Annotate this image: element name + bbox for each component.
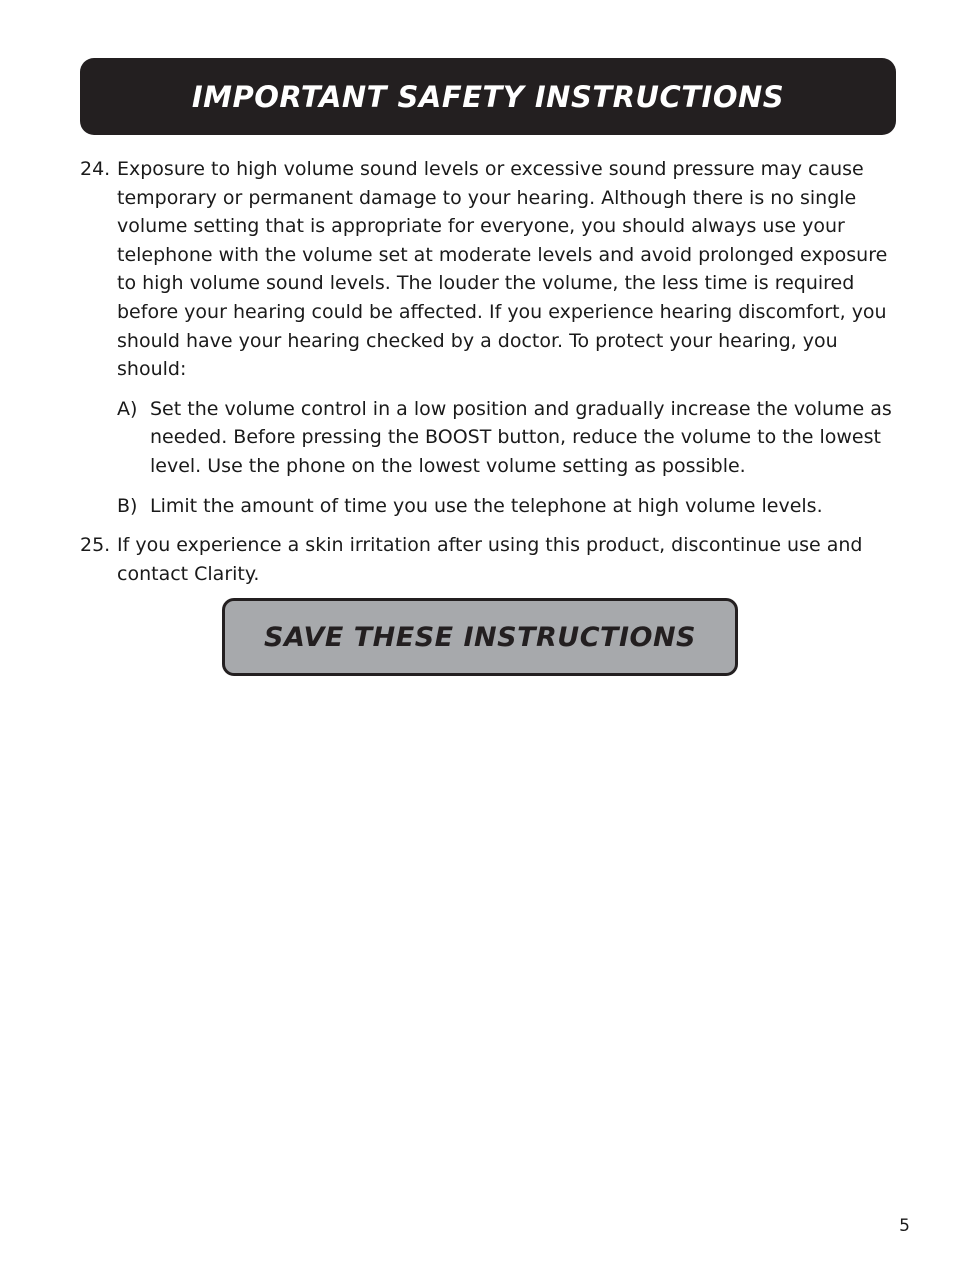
item-body <box>117 531 910 588</box>
page-number: 5 <box>899 1216 910 1236</box>
item-number: 25. <box>80 534 111 557</box>
item-text: If you experience a skin irritation after using this product, discontinue use and contact Clarity. <box>117 534 863 585</box>
sub-list <box>117 395 910 520</box>
header-banner <box>80 58 896 135</box>
sub-item-letter: B) <box>117 494 138 517</box>
sub-item-letter: A) <box>117 397 138 420</box>
instructions-list <box>80 155 910 599</box>
sub-item-text: Limit the amount of time you use the telephone at high volume levels. <box>150 494 823 517</box>
save-instructions-banner <box>222 598 738 676</box>
sub-item-text: Set the volume control in a low position and gradually increase the volume as needed. Before pressing the BOOST button, reduce the volume to the lowest level. Use the phone on the lowest volume setting as possible. <box>150 397 892 477</box>
sub-item-b <box>117 492 910 521</box>
item-number: 24. <box>80 158 111 180</box>
list-item-24 <box>80 155 910 520</box>
list-item-25 <box>80 531 910 588</box>
item-body <box>117 155 910 520</box>
save-instructions-title: SAVE THESE INSTRUCTIONS <box>264 621 696 653</box>
item-text: Exposure to high volume sound levels or excessive sound pressure may cause temporary or permanent damage to your hearing. Although there is no single volume setting that is appropriate for everyone, you should always use your telephone with the volume set at moderate levels and avoid prolonged exposure to high volume sound levels. The louder the volume, the less time is required before your hearing could be affected. If you experience hearing discomfort, you should have your hearing checked by a doctor. To protect your hearing, you should: <box>117 158 888 381</box>
header-title: IMPORTANT SAFETY INSTRUCTIONS <box>191 79 785 114</box>
sub-item-a <box>117 395 910 481</box>
